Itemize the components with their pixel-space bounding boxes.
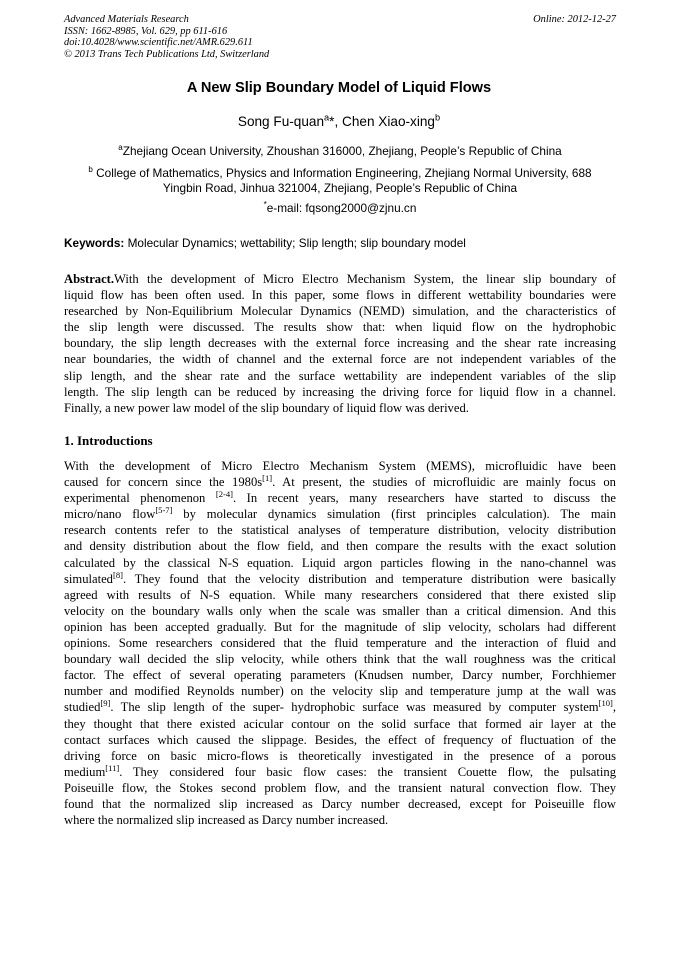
text-line: With the development of Micro Electro Mechanism System (MEMS), microfluidic have been — [64, 459, 616, 473]
introduction-paragraph — [64, 458, 616, 828]
text-line: researched by Non-Equilibrium Molecular Dynamics (NEMD) simulation, and the characteristics of — [64, 304, 616, 319]
author-line — [0, 114, 678, 129]
text-line: the slip length were discussed. The results show that: when liquid flow on the hydrophobic — [64, 320, 616, 335]
text-line: experimental phenomenon [2-4]. In recent years, many researchers have started to discuss the — [64, 489, 616, 506]
citation-ref: [9] — [100, 698, 111, 709]
citation-ref: [5-7] — [155, 505, 173, 516]
text-line: agreed with results of N-S equation. While many researchers considered that there existed slip — [64, 587, 616, 602]
text-line: calculated by the classical N-S equation. Liquid argon particles flowing in the nano-channel was — [64, 555, 616, 570]
text-line: micro/nano flow[5-7] by molecular dynamics simulation (first principles calculation). The main — [64, 505, 616, 522]
citation-ref: [10] — [598, 698, 613, 709]
online-date: Online: 2012-12-27 — [533, 14, 616, 25]
abstract-paragraph — [64, 271, 616, 416]
text-line: opinion has been accepted gradually. But for the magnitude of slip velocity, scholars had different — [64, 619, 616, 634]
keywords-line — [64, 236, 616, 250]
affiliation-mark: a — [324, 112, 330, 123]
citation-ref: [8] — [112, 569, 123, 580]
affiliation-mark: b — [88, 165, 93, 175]
text-line: Abstract.With the development of Micro Electro Mechanism System, the linear slip boundary of — [64, 272, 616, 286]
text-line: studied[9]. The slip length of the super- hydrophobic surface was measured by computer system[10], — [64, 698, 616, 715]
author-separator: , — [334, 114, 343, 129]
text-line: Poiseuille flow, the Stokes second problem flow, and the transient natural convection flow. They — [64, 780, 616, 795]
text-line: velocity on the boundary walls only when the scale was smaller than a critical dimension. And this — [64, 603, 616, 618]
text-line: simulated[8]. They found that the velocity distribution and temperature distribution were basically — [64, 569, 616, 586]
author-name: Chen Xiao-xing — [342, 114, 435, 129]
text-line: and density distribution about the flow field, and then compare the results with the exact solution — [64, 539, 616, 554]
text-line: near boundaries, the width of channel and the external force are not independent variables of the — [64, 352, 616, 367]
text-line: where the normalized slip increased as Darcy number increased. — [64, 813, 389, 828]
email-mark: * — [263, 200, 267, 210]
text-line: medium[11]. They considered four basic flow cases: the transient Couette flow, the pulsating — [64, 762, 616, 779]
journal-header — [64, 14, 616, 60]
affiliation-mark: a — [118, 143, 123, 153]
email-text: e-mail: fqsong2000@zjnu.cn — [266, 201, 417, 215]
text-line: driving force on basic micro-flows is theoretically investigated in the presence of a porous — [64, 748, 616, 763]
journal-issn: ISSN: 1662-8985, Vol. 629, pp 611-616 — [64, 25, 228, 37]
journal-name: Advanced Materials Research — [64, 14, 189, 25]
corresponding-mark: * — [329, 114, 335, 129]
affiliation-text: College of Mathematics, Physics and Information Engineering, Zhejiang Normal University, 688 — [92, 166, 592, 180]
keywords-text: Molecular Dynamics; wettability; Slip length; slip boundary model — [124, 236, 466, 250]
section-heading: 1. Introductions — [64, 433, 153, 448]
citation-ref: [2-4] — [215, 489, 233, 499]
citation-ref: [11] — [105, 762, 120, 773]
text-line: boundary, the slip length decreases with the external force increasing and the shear rate increasing — [64, 336, 616, 351]
text-line: opinions. Some researchers considered that the fluid temperature and the interaction of fluid and — [64, 636, 616, 651]
affiliation-b-line: Yingbin Road, Jinhua 321004, Zhejiang, People’s Republic of China — [162, 180, 518, 195]
citation-ref: [1] — [262, 472, 273, 483]
text-line: boundary wall decided the slip velocity, while others think that the wall roughness was the critical — [64, 652, 616, 667]
affiliation-a — [64, 144, 616, 159]
text-line: slip length, and the shear rate and the surface wettability are independent variables of the slip — [64, 368, 616, 383]
text-line: they thought that there existed acicular contour on the solid surface that formed air layer at the — [64, 716, 616, 731]
affiliation-b-line — [64, 166, 616, 181]
affiliation-b — [64, 166, 616, 195]
text-line: number and modified Reynolds number) on the velocity slip and temperature jump at the wall was — [64, 684, 616, 699]
journal-copyright: © 2013 Trans Tech Publications Ltd, Switzerland — [64, 48, 270, 60]
text-line: caused for concern since the 1980s[1]. At present, the studies of microfluidic are mainly focus on — [64, 472, 616, 490]
email-line — [64, 201, 616, 216]
text-line: research contents refer to the statistical analyses of temperature distribution, velocity distribution — [64, 523, 616, 538]
paper-title: A New Slip Boundary Model of Liquid Flows — [186, 80, 492, 96]
author-name: Song Fu-quan — [237, 114, 325, 129]
keywords-label: Keywords: — [64, 236, 125, 250]
affiliation-mark: b — [434, 112, 441, 123]
text-line: factor. The effect of several operating parameters (Knudsen number, Darcy number, Forchhiemer — [64, 668, 616, 683]
text-line: found that the normalized slip increased as Darcy number decreased, except for Poiseuille flow — [64, 796, 616, 811]
journal-doi: doi:10.4028/www.scientific.net/AMR.629.611 — [64, 37, 253, 49]
text-line: contact surfaces which caused the slippage. Besides, the effect of frequency of fluctuation of the — [64, 732, 616, 747]
text-line: Finally, a new power law model of the slip boundary of liquid flow was derived. — [64, 400, 469, 415]
abstract-label: Abstract. — [64, 272, 115, 286]
affiliation-text: Zhejiang Ocean University, Zhoushan 316000, Zhejiang, People’s Republic of China — [122, 144, 562, 158]
text-line: length. The slip length can be reduced by increasing the driving force for liquid flow in a channel. — [64, 384, 616, 399]
text-line: liquid flow has been often used. In this paper, some flows in different wettability boundaries were — [64, 288, 616, 303]
